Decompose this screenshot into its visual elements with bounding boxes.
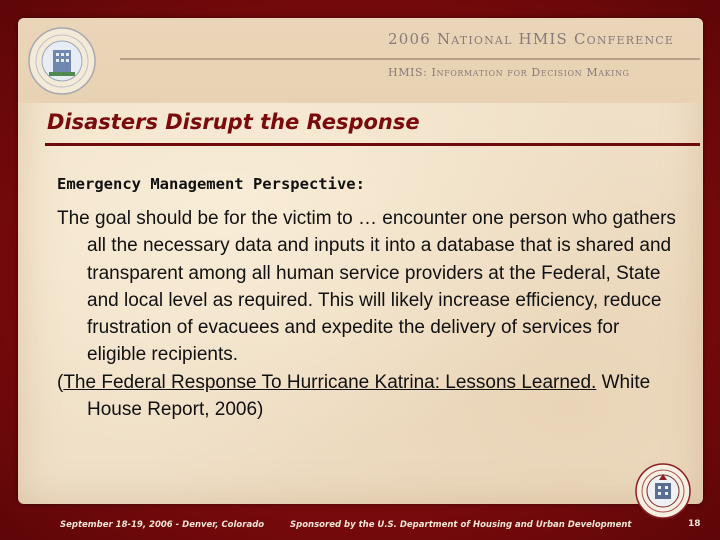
citation-source: White House Report, 2006)	[87, 371, 651, 421]
page-number: 18	[688, 519, 701, 529]
citation-open-paren: (	[57, 371, 64, 393]
hud-seal-icon	[27, 26, 97, 96]
hud-seal-icon	[634, 462, 692, 520]
slide-subheading: Emergency Management Perspective:	[57, 175, 365, 193]
conference-subtitle: HMIS: Information for Decision Making	[388, 66, 630, 79]
citation	[57, 369, 682, 424]
slide-title: Disasters Disrupt the Response	[47, 110, 420, 134]
header-divider	[120, 58, 700, 60]
citation-title: The Federal Response To Hurricane Katrina: Lessons Learned.	[63, 371, 597, 393]
footer-sponsor: Sponsored by the U.S. Department of Housing and Urban Development	[290, 520, 632, 530]
conference-title: 2006 National HMIS Conference	[388, 30, 675, 48]
title-underline	[45, 143, 700, 146]
slide-body	[57, 205, 682, 423]
footer-date-location: September 18-19, 2006 - Denver, Colorado	[60, 520, 265, 530]
body-paragraph: The goal should be for the victim to … encounter one person who gathers all the necessary data and inputs it into a database that is shared and transparent among all human service providers at the Federal, State and local level as required. This will likely increase efficiency, reduce frustration of evacuees and expedite the delivery of services for eligible recipients.	[57, 208, 676, 366]
